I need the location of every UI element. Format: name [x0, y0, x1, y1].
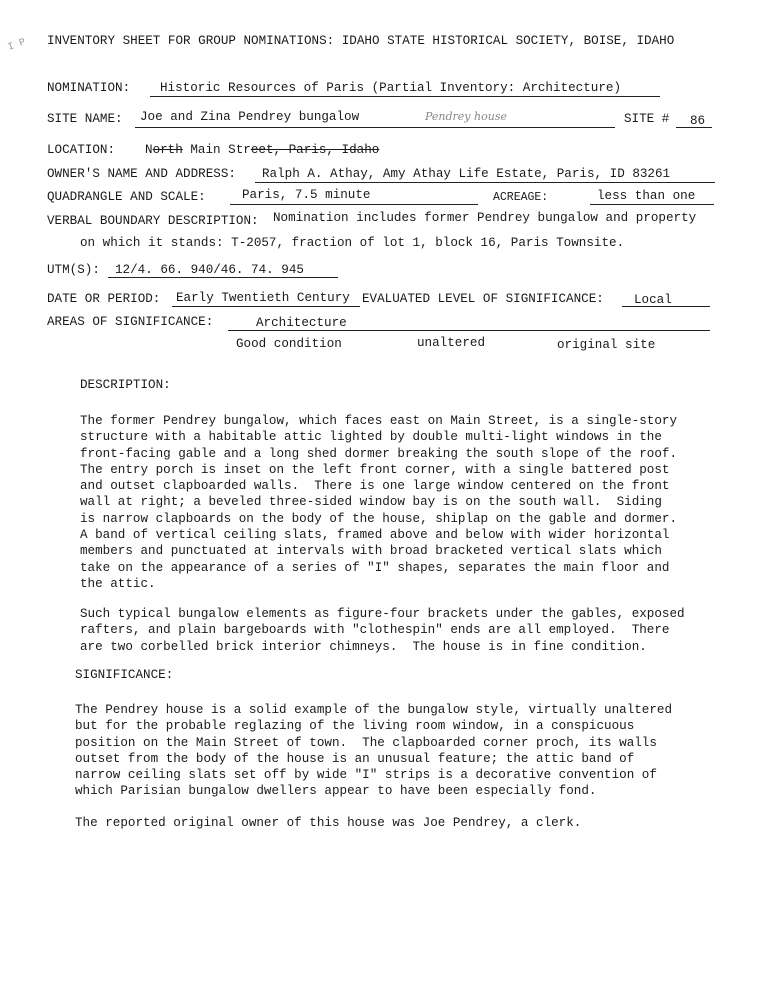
boundary-line-1: Nomination includes former Pendrey bungalow and property — [273, 211, 697, 225]
description-heading: DESCRIPTION: — [80, 378, 171, 392]
site-name-value: Joe and Zina Pendrey bungalow — [140, 110, 360, 124]
areas-value: Architecture — [256, 316, 347, 330]
level-value: Local — [634, 293, 672, 307]
nomination-label: NOMINATION: — [47, 81, 131, 95]
boundary-line-2: on which it stands: T-2057, fraction of lot 1, block 16, Paris Townsite. — [80, 236, 625, 250]
condition-status: Good condition — [236, 337, 342, 351]
description-paragraph-2: Such typical bungalow elements as figure-four brackets under the gables, exposed rafters, and plain bargeboards with "clothespin" ends are all employed. There are two corbelled brick interior chimneys. The house is in fine condition. — [80, 607, 685, 654]
site-name-handwritten: Pendrey house — [425, 110, 507, 123]
sheet-title: INVENTORY SHEET FOR GROUP NOMINATIONS: IDAHO STATE HISTORICAL SOCIETY, BOISE, IDAHO — [47, 34, 675, 48]
significance-heading: SIGNIFICANCE: — [75, 668, 174, 682]
significance-paragraph-2: The reported original owner of this house was Joe Pendrey, a clerk. — [75, 816, 582, 830]
significance-paragraph-1: The Pendrey house is a solid example of the bungalow style, virtually unaltered but for the probable reglazing of the living room window, in a conspicuous position on the Main Street of town. The clapboarded corner proch, its walls outset from the body of the house is an unusual feature; the attic band of narrow ceiling slats set off by wide "I" strips is a decorative convention of which Parisian bungalow dwellers appear to have been especially fond. — [75, 703, 673, 799]
description-paragraph-1: The former Pendrey bungalow, which faces east on Main Street, is a single-story structure with a habitable attic lighted by double multi-light windows in the front-facing gable and a long shed dormer breaking the south slope of the roof. The entry porch is inset on the left front corner, with a single battered post and outset clapboarded walls. There is one large window centered on the front wall at right; a beveled three-sided window bay is on the south wall. Siding is narrow clapboards on the body of the house, shiplap on the gable and dormer. A band of vertical ceiling slats, framed above and below with wider horizontal members and punctuated at intervals with broad bracketed vertical slats which take on the appearance of a series of "I" shapes, separates the main floor and the attic. — [80, 414, 678, 591]
acreage-label: ACREAGE: — [493, 191, 549, 204]
acreage-value: less than one — [597, 189, 696, 203]
location-label: LOCATION: — [47, 143, 116, 157]
quadrangle-value: Paris, 7.5 minute — [242, 188, 371, 202]
date-value: Early Twentieth Century — [176, 291, 350, 305]
boundary-label: VERBAL BOUNDARY DESCRIPTION: — [47, 214, 259, 228]
owner-label: OWNER'S NAME AND ADDRESS: — [47, 167, 236, 181]
date-label: DATE OR PERIOD: — [47, 292, 161, 306]
site-status: original site — [557, 338, 656, 352]
location-value: North Main Street, Paris, Idaho — [145, 143, 380, 157]
site-name-label: SITE NAME: — [47, 112, 123, 126]
utm-label: UTM(S): — [47, 263, 100, 277]
level-label: EVALUATED LEVEL OF SIGNIFICANCE: — [362, 292, 604, 306]
corner-mark: I P — [6, 37, 28, 54]
alteration-status: unaltered — [417, 336, 486, 350]
nomination-value: Historic Resources of Paris (Partial Inventory: Architecture) — [160, 81, 622, 95]
areas-label: AREAS OF SIGNIFICANCE: — [47, 315, 214, 329]
site-number-label: SITE # — [624, 112, 670, 126]
quadrangle-label: QUADRANGLE AND SCALE: — [47, 190, 206, 204]
utm-value: 12/4. 66. 940/46. 74. 945 — [115, 263, 304, 277]
site-number-value: 86 — [690, 114, 706, 128]
owner-value: Ralph A. Athay, Amy Athay Life Estate, Paris, ID 83261 — [262, 167, 671, 181]
